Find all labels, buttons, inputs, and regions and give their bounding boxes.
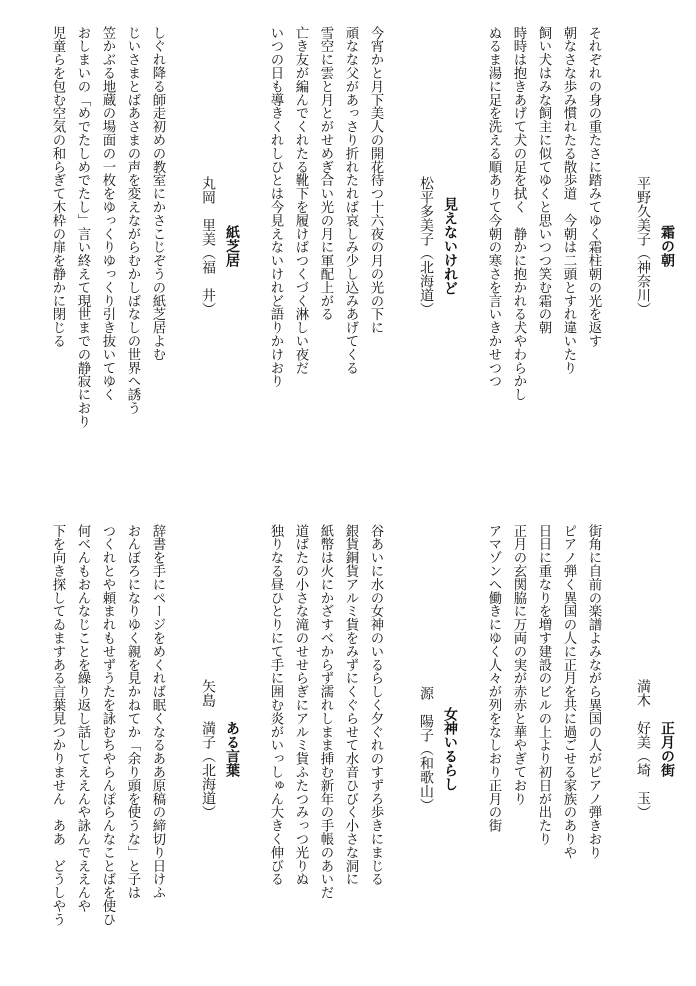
poem-header — [414, 26, 458, 466]
poem-title: 見えないけれど — [442, 197, 458, 295]
poem-line: つくれとや頼まれもせずうたを詠むちやらんぽらんなことばを使ひ — [100, 524, 115, 926]
poem-line: ピアノ弾く異国の人に正月を共に過ごせる家族のありや — [561, 524, 576, 859]
poem-author: 矢島 満子（北海道） — [200, 679, 216, 819]
poem-line: 朝なさな歩み慣れたる散歩道 今朝は二頭とすれ違いたり — [561, 26, 576, 375]
poem-line: じいさまとばあさまの声を変えながらむかしばなしの世界へ誘う — [125, 26, 140, 415]
poem-header — [196, 524, 240, 974]
poem-title: 霜の朝 — [659, 225, 675, 267]
poem-line: 亡き友が編んでくれたる靴下を履けばつくづく淋しい夜だ — [293, 26, 308, 375]
poem-title: ある言葉 — [224, 721, 240, 777]
poem-author: 源 陽子（和歌山） — [418, 686, 434, 812]
poem-line: それぞれの身の重たさに踏みてゆく霜柱朝の光を返す — [586, 26, 601, 348]
poem-line: しぐれ降る師走初めの教室にかさこじぞうの紙芝居よむ — [150, 26, 165, 361]
poem-line: 紙幣は火にかざすべからず濡れしまま挿む新年の手帳のあいだ — [318, 524, 333, 900]
poem-author: 松平多美子（北海道） — [418, 176, 434, 316]
poem-line: 飼い犬はみな飼主に似てゆくと思いつつ笑む霜の朝 — [536, 26, 551, 335]
poem-header — [414, 524, 458, 974]
poem-title: 紙芝居 — [224, 225, 240, 267]
poem-line: 独りなる昼ひとりにて手に囲む炎がいっしゅん大きく伸びる — [268, 524, 283, 886]
poem-line: 道ばたの小さな滝のせせらぎにアルミ貨ふたつみっつ光りぬ — [293, 524, 308, 886]
poem-line: おんぼろになりゆく親を見かねてか「余り頭を使うな」と子は — [125, 524, 140, 900]
poem-line: 児童らを包む空気の和らぎて木枠の扉を静かに閉じる — [50, 26, 65, 348]
poem-line: 下を向き探してゐますある言葉見つかりません ああ どうしやう — [50, 524, 65, 926]
poem-line: 時時は抱きあげて犬の足を拭く 静かに抱かれる犬やわらかし — [511, 26, 526, 402]
poem-line: ぬるま湯に足を洗える順ありて今朝の寒さを言いきかせつつ — [486, 26, 501, 388]
poem-line: 笠かぶる地蔵の場面の一枚をゆっくりゆっくり引き抜いてゆく — [100, 26, 115, 402]
poem-line: 谷あいに水の女神のいるらしく夕ぐれのすずろ歩きにまじる — [368, 524, 383, 886]
poem-header — [631, 26, 675, 466]
poem-author: 満木 好美（埼 玉） — [635, 679, 651, 819]
poem-header — [631, 524, 675, 974]
poem-line: 街角に自前の楽譜よみながら異国の人がピアノ弾きおり — [586, 524, 601, 859]
poem-line: 何べんもおんなじことを繰り返し話してええんや詠んでええんや — [75, 524, 90, 913]
poem-line: 雪空に雲と月とがせめぎ合い光の月に軍配上がる — [318, 26, 333, 321]
poem-author: 平野久美子（神奈川） — [635, 176, 651, 316]
poem-header — [196, 26, 240, 466]
poem-line: おしまいの「めでたしめでたし」言い終えて現世までの静寂におり — [75, 26, 90, 428]
poem-line: 正月の玄関脇に万両の実が赤赤と華やぎており — [511, 524, 526, 806]
poem-title: 正月の街 — [659, 721, 675, 777]
poem-title: 女神いるらし — [442, 707, 458, 791]
top-tier — [0, 26, 696, 466]
poem-line: 今宵かと月下美人の開花待つ十六夜の月の光の下に — [368, 26, 383, 335]
poem-line: 日日に重なりを増す建設のビルの上より初日が出たり — [536, 524, 551, 846]
poem-line: アマゾンへ働きにゆく人々が列をなしおり正月の街 — [486, 524, 501, 833]
poem-author: 丸岡 里美（福 井） — [200, 176, 216, 316]
bottom-tier — [0, 524, 696, 974]
poem-line: 頑なな父があっさり折れたれば哀しみ少し込みあげてくる — [343, 26, 358, 375]
poem-line: 銀貨銅貨アルミ貨をみずにくぐらせて水音ひびく小さな洞に — [343, 524, 358, 886]
poem-line: 辞書を手にページをめくれば眠くなるああ原稿の締切り日けふ — [150, 524, 165, 900]
poem-line: いつの日も導きくれしひとは今見えないけれど語りかけおり — [268, 26, 283, 388]
